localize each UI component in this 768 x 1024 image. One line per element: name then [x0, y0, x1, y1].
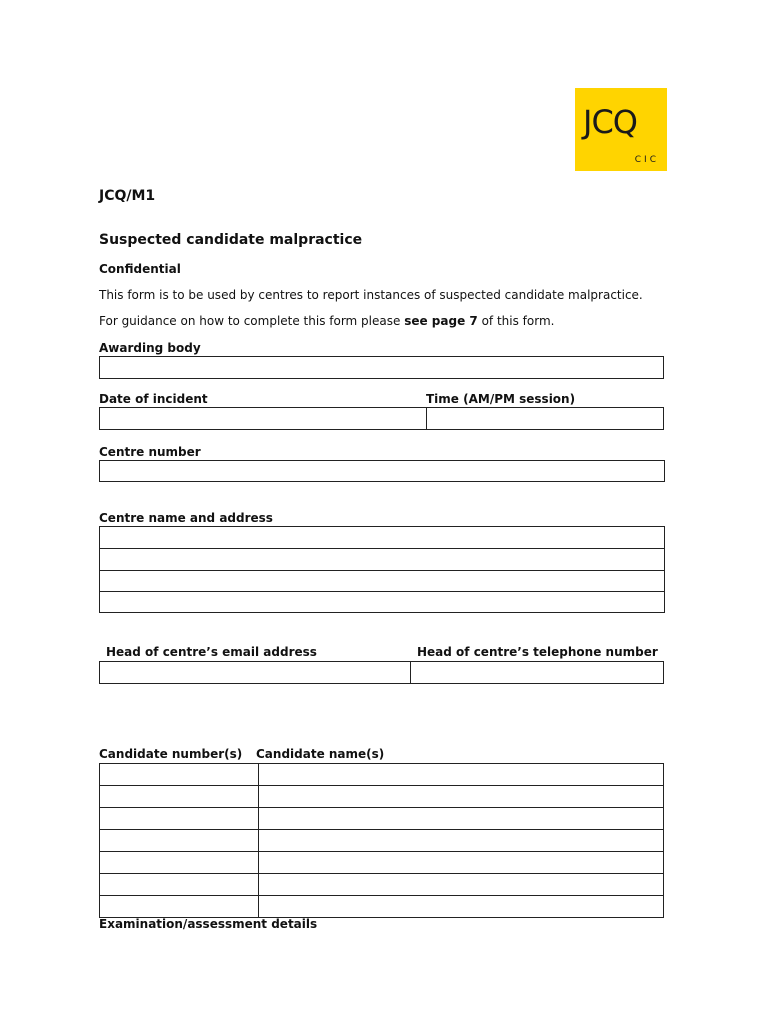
head-phone-field[interactable]: [410, 661, 664, 684]
exam-details-label: Examination/assessment details: [99, 917, 318, 931]
candidate-names-label: Candidate name(s): [256, 747, 385, 761]
candidate-name-cell[interactable]: [258, 785, 664, 808]
candidate-number-cell[interactable]: [99, 873, 259, 896]
centre-name-address-label: Centre name and address: [99, 511, 273, 525]
awarding-body-field[interactable]: [99, 356, 664, 379]
candidate-name-cell[interactable]: [258, 895, 664, 918]
candidate-numbers-label: Candidate number(s): [99, 747, 243, 761]
head-email-field[interactable]: [99, 661, 411, 684]
candidate-name-cell[interactable]: [258, 851, 664, 874]
candidate-number-cell[interactable]: [99, 829, 259, 852]
guidance-after: of this form.: [477, 314, 555, 328]
centre-address-line-4[interactable]: [99, 591, 665, 613]
intro-text: This form is to be used by centres to report instances of suspected candidate malpractice.: [99, 288, 643, 302]
candidate-name-cell[interactable]: [258, 829, 664, 852]
date-of-incident-label: Date of incident: [99, 392, 208, 406]
guidance-text: [99, 314, 554, 328]
centre-number-field[interactable]: [99, 460, 665, 482]
form-code: JCQ/M1: [99, 188, 156, 204]
confidential-label: Confidential: [99, 262, 181, 276]
candidate-name-cell[interactable]: [258, 763, 664, 786]
centre-address-line-2[interactable]: [99, 548, 665, 571]
centre-number-label: Centre number: [99, 445, 201, 459]
time-session-field[interactable]: [426, 407, 664, 430]
candidate-number-cell[interactable]: [99, 807, 259, 830]
awarding-body-label: Awarding body: [99, 341, 201, 355]
candidate-number-cell[interactable]: [99, 763, 259, 786]
candidate-number-cell[interactable]: [99, 895, 259, 918]
candidate-name-cell[interactable]: [258, 873, 664, 896]
time-session-label: Time (AM/PM session): [426, 392, 576, 406]
jcq-logo: [575, 88, 667, 171]
guidance-before: For guidance on how to complete this form please: [99, 314, 405, 328]
logo-main-text: JCQ: [583, 103, 637, 141]
centre-address-line-3[interactable]: [99, 570, 665, 592]
head-phone-label: Head of centre’s telephone number: [417, 645, 658, 659]
centre-address-line-1[interactable]: [99, 526, 665, 549]
page-title: Suspected candidate malpractice: [99, 232, 363, 248]
logo-sub-text: CIC: [634, 155, 659, 165]
candidate-number-cell[interactable]: [99, 851, 259, 874]
guidance-link-text: see page 7: [404, 314, 478, 328]
head-email-label: Head of centre’s email address: [106, 645, 317, 659]
candidate-number-cell[interactable]: [99, 785, 259, 808]
candidate-name-cell[interactable]: [258, 807, 664, 830]
date-of-incident-field[interactable]: [99, 407, 427, 430]
